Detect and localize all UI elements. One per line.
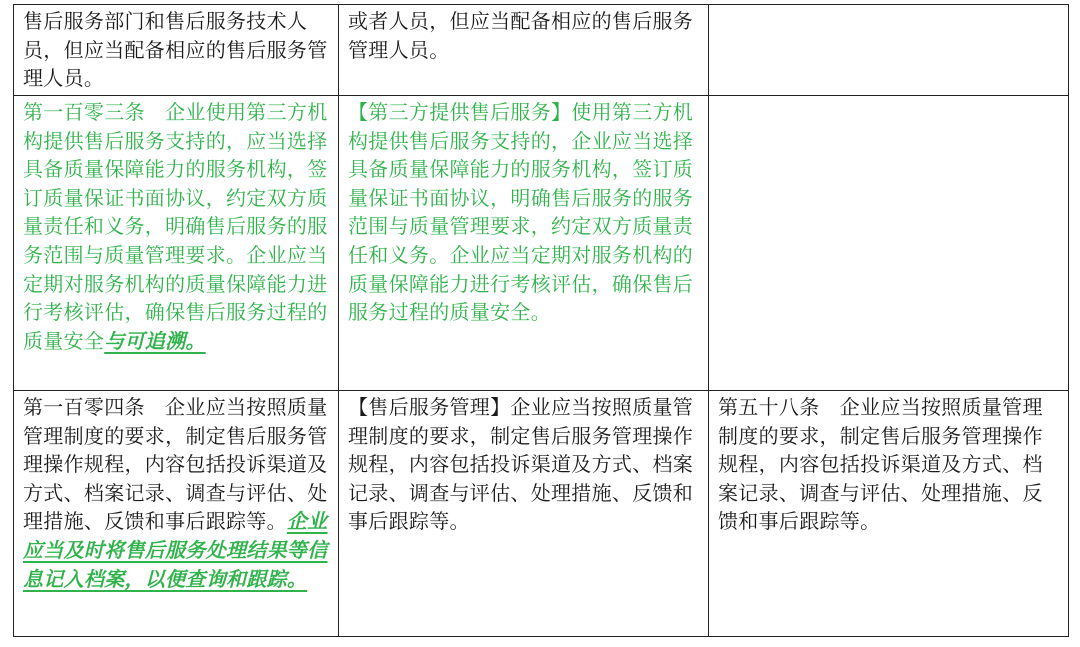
added-text-emphasis: 与可追溯。 <box>104 328 206 353</box>
cell-text: 第一百零四条 企业应当按照质量管理制度的要求，制定售后服务管理操作规程，内容包括投诉渠道及方式、档案记录、调查与评估、处理措施、反馈和事后跟踪等。 <box>23 395 328 534</box>
table-row <box>14 96 1069 391</box>
table-cell-col2 <box>339 391 709 637</box>
table-cell-col1 <box>14 391 339 637</box>
table-cell-col2 <box>339 5 709 96</box>
table-cell-col1 <box>14 96 339 391</box>
table-row <box>14 5 1069 96</box>
cell-text: 【售后服务管理】企业应当按照质量管理制度的要求，制定售后服务管理操作规程，内容包括投诉渠道及方式、档案记录、调查与评估、处理措施、反馈和事后跟踪等。 <box>348 395 694 534</box>
table-cell-col1 <box>14 5 339 96</box>
table-cell-col2 <box>339 96 709 391</box>
table-cell-col3 <box>709 391 1069 637</box>
table-row <box>14 391 1069 637</box>
cell-text: 【第三方提供售后服务】使用第三方机构提供售后服务支持的，企业应当选择具备质量保障能力的服务机构，签订质量保证书面协议，明确售后服务的服务范围与质量管理要求，约定双方质量责任和义务。企业应当定期对服务机构的质量保障能力进行考核评估，确保售后服务过程的质量安全。 <box>348 100 694 325</box>
cell-text: 或者人员，但应当配备相应的售后服务管理人员。 <box>348 9 694 62</box>
table-cell-col3 <box>709 96 1069 391</box>
cell-text: 售后服务部门和售后服务技术人员，但应当配备相应的售后服务管理人员。 <box>23 9 328 91</box>
added-text-emphasis: 企业应当及时将售后服务处理结果等信息记入档案，以便查询和跟踪。 <box>23 509 328 591</box>
regulation-comparison-table <box>13 4 1069 637</box>
cell-text: 第一百零三条 企业使用第三方机构提供售后服务支持的，应当选择具备质量保障能力的服务机构，签订质量保证书面协议，约定双方质量责任和义务，明确售后服务的服务范围与质量管理要求。企业应当定期对服务机构的质量保障能力进行考核评估，确保售后服务过程的质量安全 <box>23 100 328 353</box>
cell-text: 第五十八条 企业应当按照质量管理制度的要求，制定售后服务管理操作规程，内容包括投诉渠道及方式、档案记录、调查与评估、处理措施、反馈和事后跟踪等。 <box>718 395 1043 534</box>
table-cell-col3 <box>709 5 1069 96</box>
